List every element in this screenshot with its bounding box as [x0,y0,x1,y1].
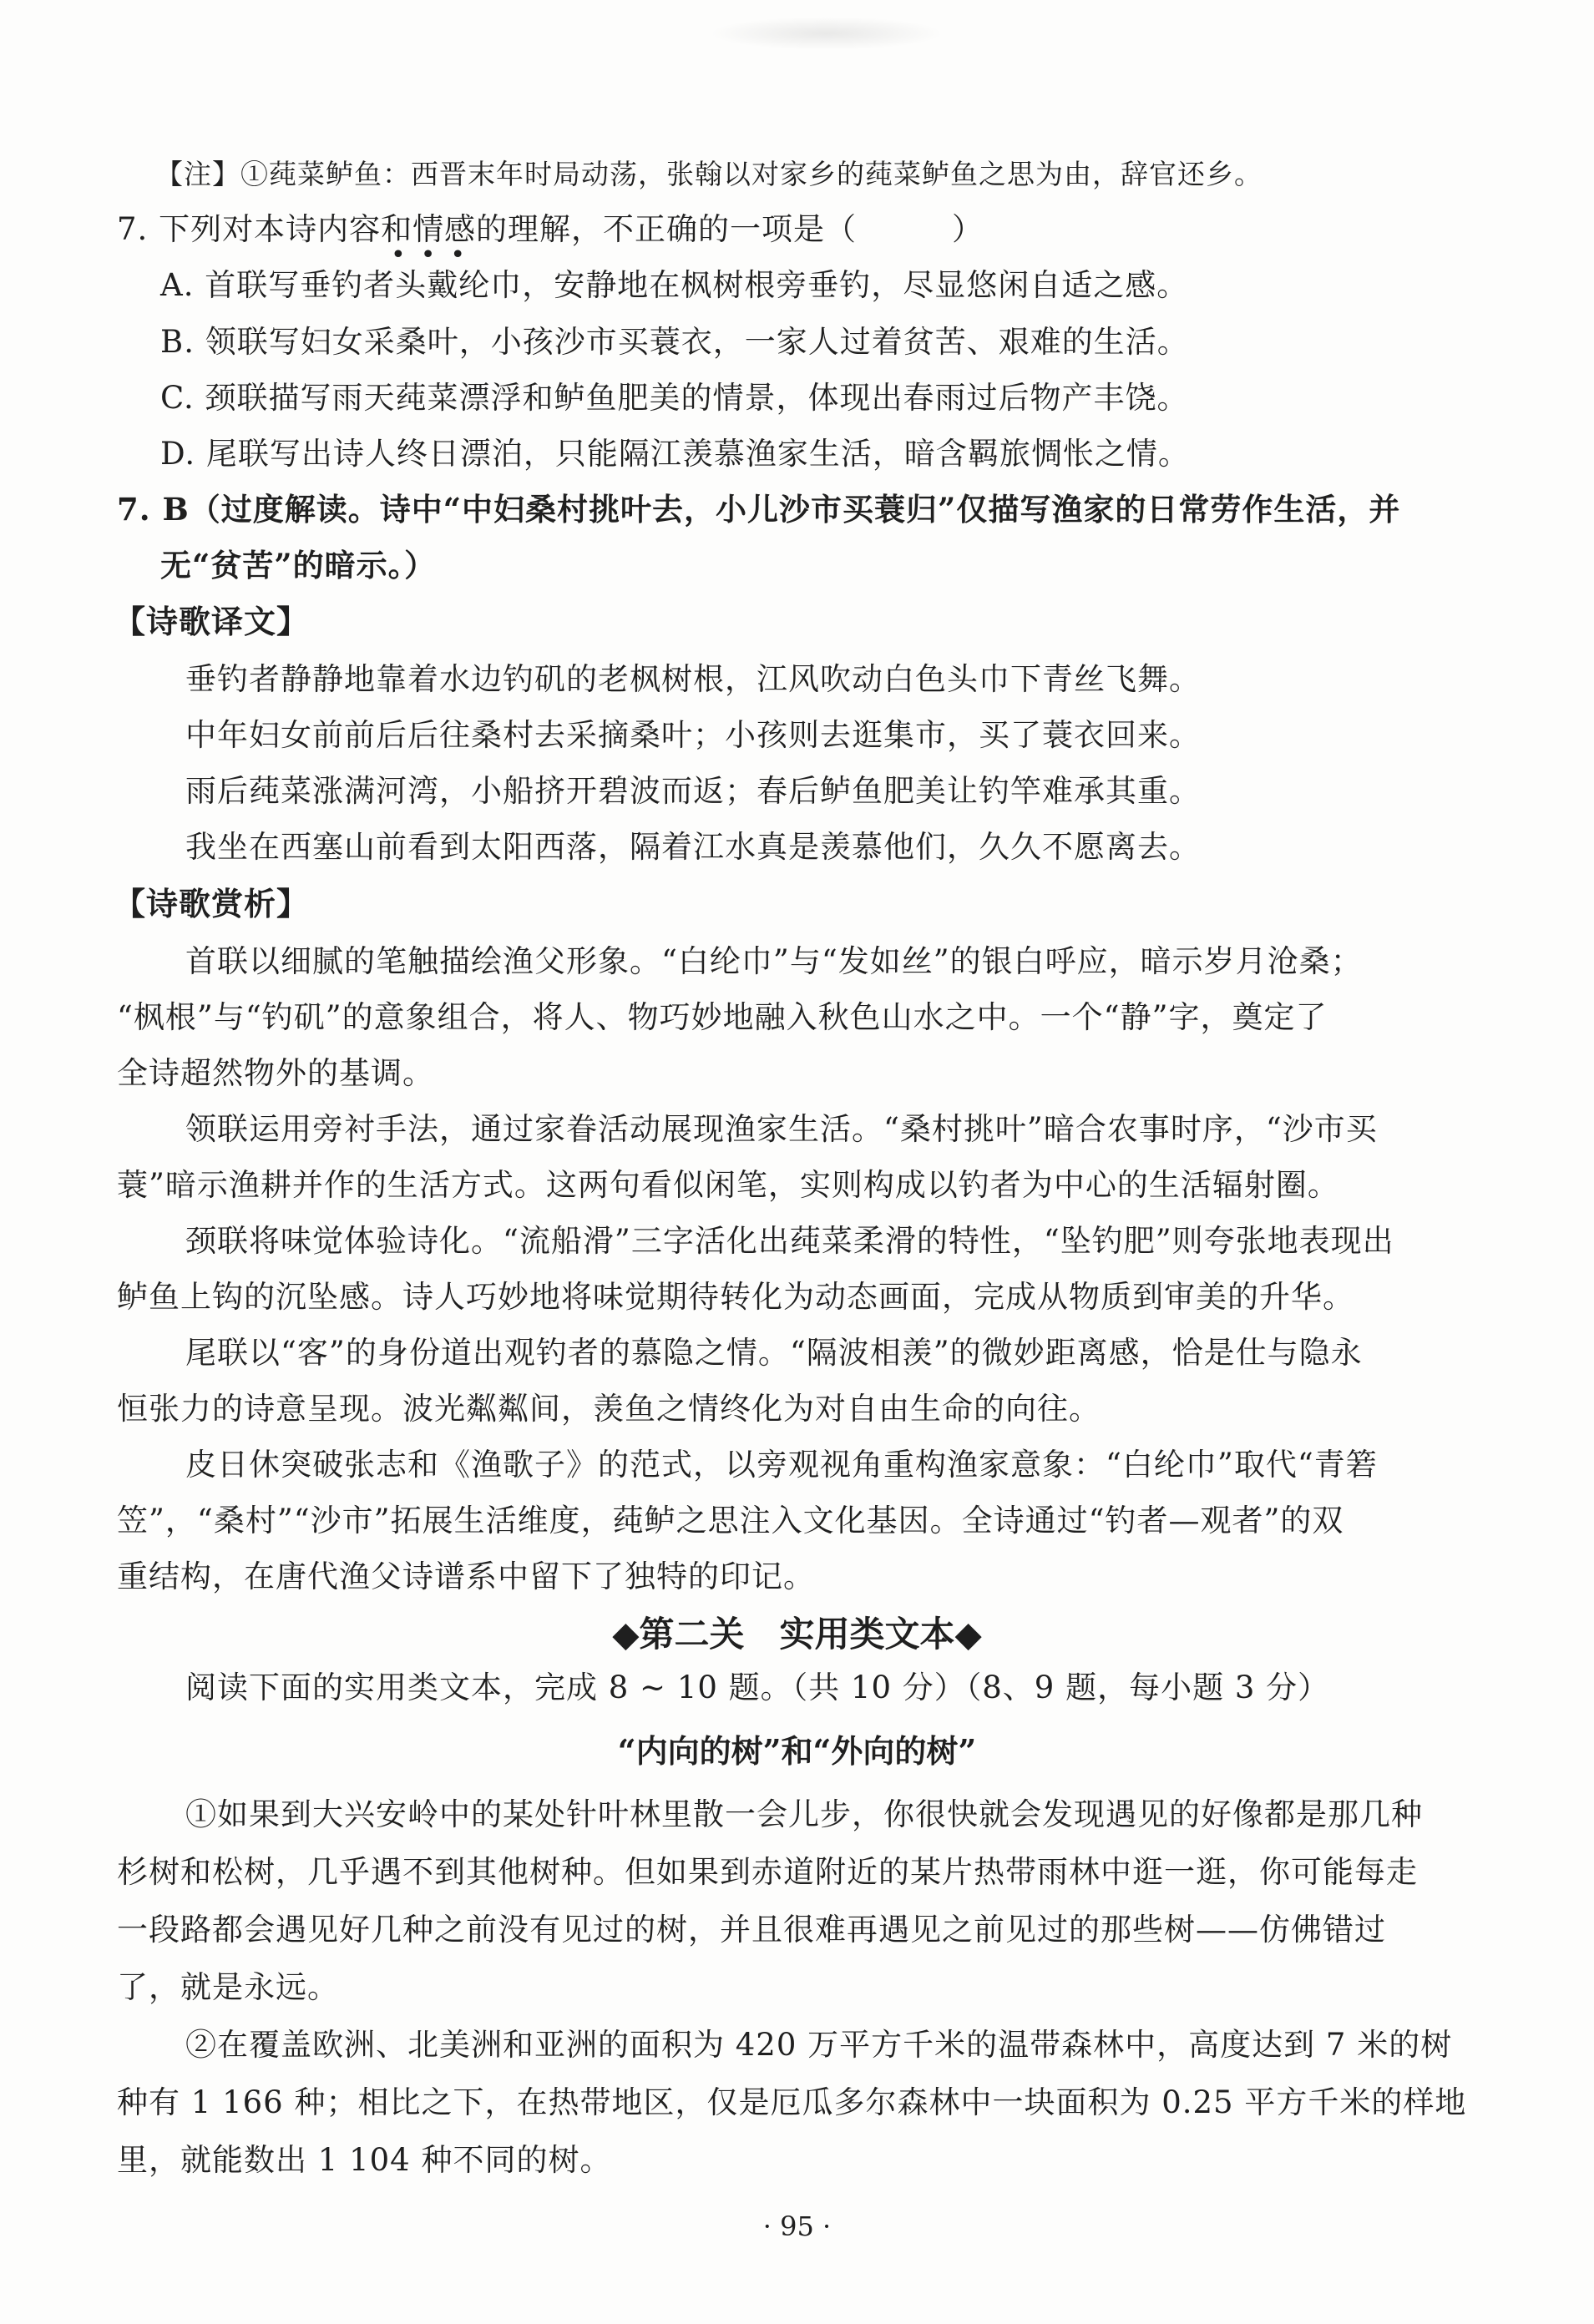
appreciation-line: 皮日休突破张志和《渔歌子》的范式，以旁观视角重构渔家意象：“白纶巾”取代“青箬 [185,1447,1378,1483]
article-paragraph-line: 了，就是永远。 [117,1969,339,2005]
page-number: · 95 · [762,2210,832,2242]
translation-line: 中年妇女前前后后往桑村去采摘桑叶；小孩则去逛集市，买了蓑衣回来。 [185,717,1201,753]
article-paragraph-line: ①如果到大兴安岭中的某处针叶林里散一会儿步，你很快就会发现遇见的好像都是那几种 [185,1796,1423,1832]
section-instruction: 阅读下面的实用类文本，完成 8 ~ 10 题。（共 10 分）（8、9 题，每小题 3 分） [185,1670,1330,1705]
appreciation-line: 领联运用旁衬手法，通过家眷活动展现渔家生活。“桑村挑叶”暗合农事时序，“沙市买 [185,1111,1378,1147]
appreciation-line: 尾联以“客”的身份道出观钓者的慕隐之情。“隔波相羡”的微妙距离感，恰是仕与隐永 [185,1335,1363,1371]
section-title: ◆第二关 实用类文本◆ [612,1614,982,1655]
appreciation-line: 鲈鱼上钩的沉坠感。诗人巧妙地将味觉期待转化为动态画面，完成从物质到审美的升华。 [117,1279,1354,1315]
article-paragraph-line: 里，就能数出 1 104 种不同的树。 [117,2142,612,2178]
appreciation-line: 颈联将味觉体验诗化。“流船滑”三字活化出莼菜柔滑的特性，“坠钓肥”则夸张地表现出 [185,1223,1394,1259]
translation-line: 我坐在西塞山前看到太阳西落，隔着江水真是羡慕他们，久久不愿离去。 [185,829,1201,865]
appreciation-line: “枫根”与“钓矶”的意象组合，将人、物巧妙地融入秋色山水之中。一个“静”字，奠定了 [117,999,1328,1035]
appreciation-line: 蓑”暗示渔耕并作的生活方式。这两句看似闲笔，实则构成以钓者为中心的生活辐射圈。 [117,1167,1339,1203]
appreciation-line: 全诗超然物外的基调。 [117,1055,434,1091]
translation-line: 垂钓者静静地靠着水边钓矶的老枫树根，江风吹动白色头巾下青丝飞舞。 [185,661,1201,697]
appreciation-line: 首联以细腻的笔触描绘渔父形象。“白纶巾”与“发如丝”的银白呼应，暗示岁月沧桑； [185,943,1363,979]
appreciation-heading: 【诗歌赏析】 [114,885,310,922]
appreciation-line: 恒张力的诗意呈现。波光粼粼间，羡鱼之情终化为对自由生命的向往。 [117,1391,1101,1427]
option-b: B. 领联写妇女采桑叶，小孩沙市买蓑衣，一家人过着贫苦、艰难的生活。 [160,324,1189,360]
article-title: “内向的树”和“外向的树” [617,1732,977,1770]
emphasis-dots: ••• [391,240,481,270]
option-c: C. 颈联描写雨天莼菜漂浮和鲈鱼肥美的情景，体现出春雨过后物产丰饶。 [160,380,1189,416]
appreciation-line: 重结构，在唐代渔父诗谱系中留下了独特的印记。 [117,1559,815,1594]
scan-smudge [710,17,944,50]
article-paragraph-line: 种有 1 166 种；相比之下，在热带地区，仅是厄瓜多尔森林中一块面积为 0.25 平方千米的样地 [117,2084,1467,2120]
appreciation-line: 笠”，“桑村”“沙市”拓展生活维度，莼鲈之思注入文化基因。全诗通过“钓者—观者”的双 [117,1503,1344,1538]
option-a: A. 首联写垂钓者头戴纶巾，安静地在枫树根旁垂钓，尽显悠闲自适之感。 [160,267,1189,303]
answer-line-1: 7. B（过度解读。诗中“中妇桑村挑叶去，小儿沙市买蓑归”仅描写渔家的日常劳作生活，并 [117,491,1401,528]
translation-line: 雨后莼菜涨满河湾，小船挤开碧波而返；春后鲈鱼肥美让钓竿难承其重。 [185,773,1201,809]
article-paragraph-line: ②在覆盖欧洲、北美洲和亚洲的面积为 420 万平方千米的温带森林中，高度达到 7 米的树 [185,2027,1453,2063]
poem-note: 【注】①莼菜鲈鱼：西晋末年时局动荡，张翰以对家乡的莼菜鲈鱼之思为由，辞官还乡。 [155,158,1263,190]
question-stem: 7. 下列对本诗内容和情感的理解，不正确的一项是（ ） [117,211,984,247]
option-d: D. 尾联写出诗人终日漂泊，只能隔江羡慕渔家生活，暗含羁旅惆怅之情。 [160,436,1190,472]
article-paragraph-line: 杉树和松树，几乎遇不到其他树种。但如果到赤道附近的某片热带雨林中逛一逛，你可能每走 [117,1854,1418,1890]
translation-heading: 【诗歌译文】 [114,603,310,640]
article-paragraph-line: 一段路都会遇见好几种之前没有见过的树，并且很难再遇见之前见过的那些树——仿佛错过 [117,1912,1386,1948]
answer-line-2: 无“贫苦”的暗示。） [160,547,437,584]
